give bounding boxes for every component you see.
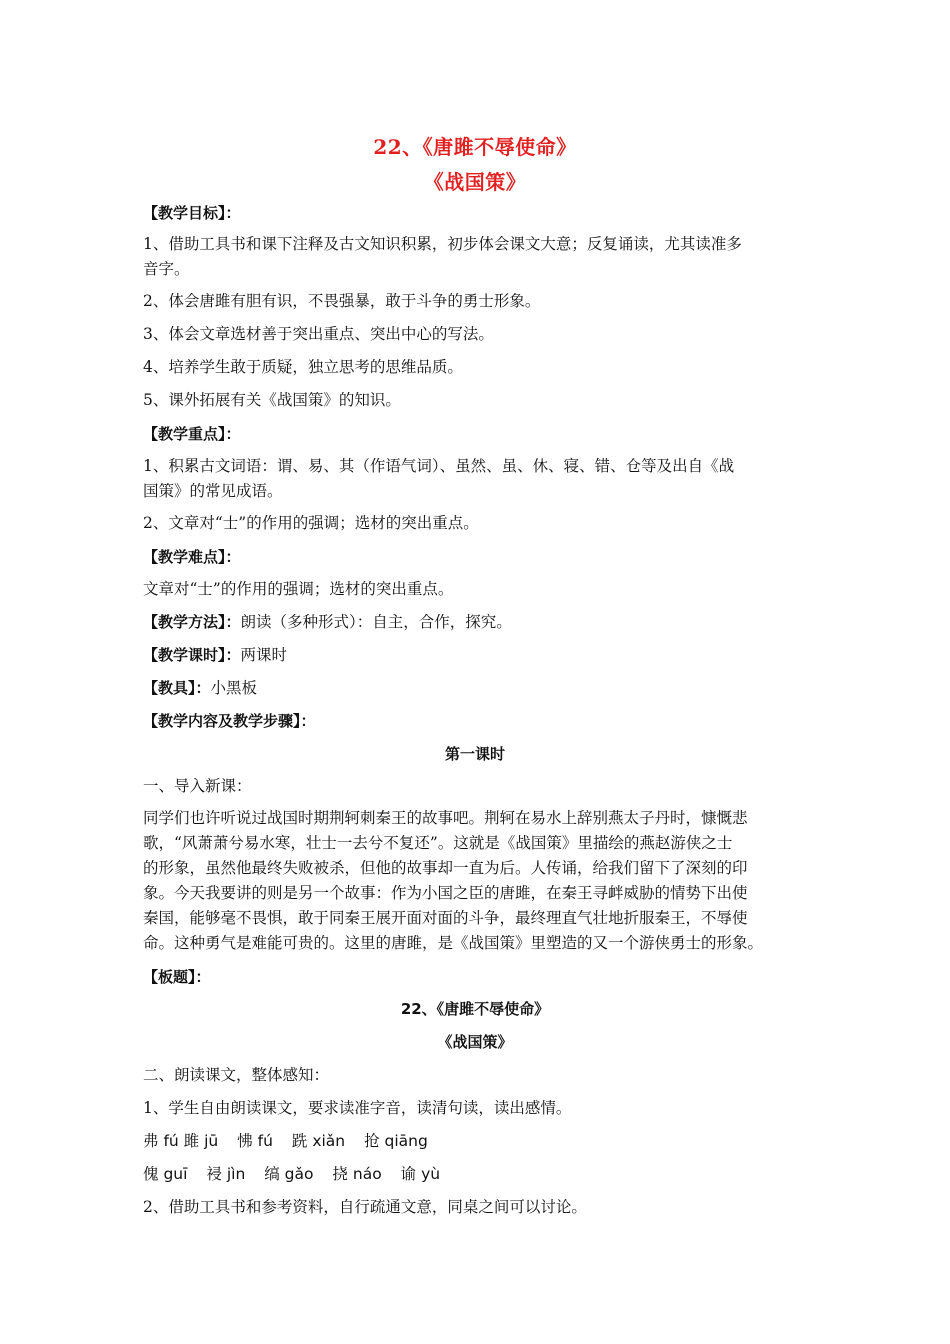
hours-text: 两课时 [240,646,288,664]
pinyin-reading: yù [421,1165,441,1183]
intro-line: 命。这种勇气是难能可贵的。这里的唐雎，是《战国策》里塑造的又一个游侠勇士的形象。 [143,934,764,952]
reading-heading: 二、朗读课文，整体感知： [143,1066,330,1084]
board-source: 《战国策》 [437,1033,513,1051]
reading-item: 2、借助工具书和参考资料，自行疏通文意，同桌之间可以讨论。 [143,1198,587,1216]
pinyin-char: 抢 [364,1132,380,1150]
pinyin-reading: náo [352,1165,382,1183]
pinyin-char: 缟 [264,1165,280,1183]
intro-heading: 一、导入新课： [143,777,252,795]
pinyin-row [143,1129,807,1154]
pinyin-char: 挠 [332,1165,348,1183]
pinyin-char: 谕 [400,1165,417,1183]
method-text: 朗读（多种形式）：自主，合作，探究。 [240,613,512,631]
pinyin-reading: xiǎn [312,1132,346,1150]
pinyin-row [143,1162,807,1187]
intro-line: 同学们也许听说过战国时期荆轲刺秦王的故事吧。荆轲在易水上辞别燕太子丹时，慷慨悲 [143,809,748,827]
intro-line: 歌，“风萧萧兮易水寒，壮士一去兮不复还”。这就是《战国策》里描绘的燕赵游侠之士 [143,834,733,852]
key-point-line: 国策》的常见成语。 [143,482,283,500]
goal-line: 5、课外拓展有关《战国策》的知识。 [143,391,401,409]
content-heading: 【教学内容及教学步骤】： [143,712,316,730]
key-point-line: 1、积累古文词语：谓、易、其（作语气词）、虽然、虽、休、寝、错、仓等及出自《战 [143,457,735,475]
hours-row [143,643,807,668]
goal-line: 音字。 [143,260,190,278]
board-heading: 【板题】： [143,968,211,986]
pinyin-reading: gǎo [284,1165,314,1183]
tools-heading: 【教具】： [143,679,211,697]
pinyin-reading: fú [257,1132,273,1150]
pinyin-char: 跣 [291,1132,308,1150]
key-points-heading: 【教学重点】： [143,425,241,443]
pinyin-reading: qiāng [384,1132,428,1150]
goal-line: 2、体会唐雎有胆有识，不畏强暴，敢于斗争的勇士形象。 [143,292,541,310]
pinyin-char: 傀 [143,1165,159,1183]
board-title: 22、《唐雎不辱使命》 [400,1000,550,1018]
lesson-source-title: 《战国策》 [423,170,527,194]
pinyin-reading: jìn [226,1165,246,1183]
lesson-title: 22、《唐雎不辱使命》 [373,135,577,159]
difficulties-heading: 【教学难点】： [143,548,241,566]
difficulties-text: 文章对“士”的作用的强调；选材的突出重点。 [143,580,454,598]
intro-line: 秦国，能够毫不畏惧，敢于同秦王展开面对面的斗争，最终理直气壮地折服秦王，不辱使 [143,909,748,927]
pinyin-char: 祲 [206,1165,222,1183]
pinyin-char: 怫 [237,1132,253,1150]
method-row [143,610,807,635]
reading-item: 1、学生自由朗读课文，要求读准字音，读清句读，读出感情。 [143,1099,572,1117]
lesson-one-heading: 第一课时 [444,745,505,763]
tools-row [143,676,807,701]
intro-line: 象。今天我要讲的则是另一个故事：作为小国之臣的唐雎，在秦王寻衅威胁的情势下出使 [143,884,748,902]
tools-text: 小黑板 [210,679,258,697]
goal-line: 4、培养学生敢于质疑，独立思考的思维品质。 [143,358,463,376]
intro-line: 的形象，虽然他最终失败被杀，但他的故事却一直为后。人传诵，给我们留下了深刻的印 [143,859,748,877]
goal-line: 3、体会文章选材善于突出重点、突出中心的写法。 [143,325,494,343]
pinyin-char: 雎 [183,1132,200,1150]
method-heading: 【教学方法】： [143,613,241,631]
hours-heading: 【教学课时】： [143,646,241,664]
pinyin-reading: fú [163,1132,179,1150]
pinyin-reading: jū [204,1132,219,1150]
key-point-line: 2、文章对“士”的作用的强调；选材的突出重点。 [143,514,479,532]
pinyin-reading: guī [163,1165,188,1183]
pinyin-char: 弗 [143,1132,159,1150]
goal-line: 1、借助工具书和课下注释及古文知识积累，初步体会课文大意；反复诵读，尤其读准多 [143,235,742,253]
goals-heading: 【教学目标】： [143,204,241,222]
